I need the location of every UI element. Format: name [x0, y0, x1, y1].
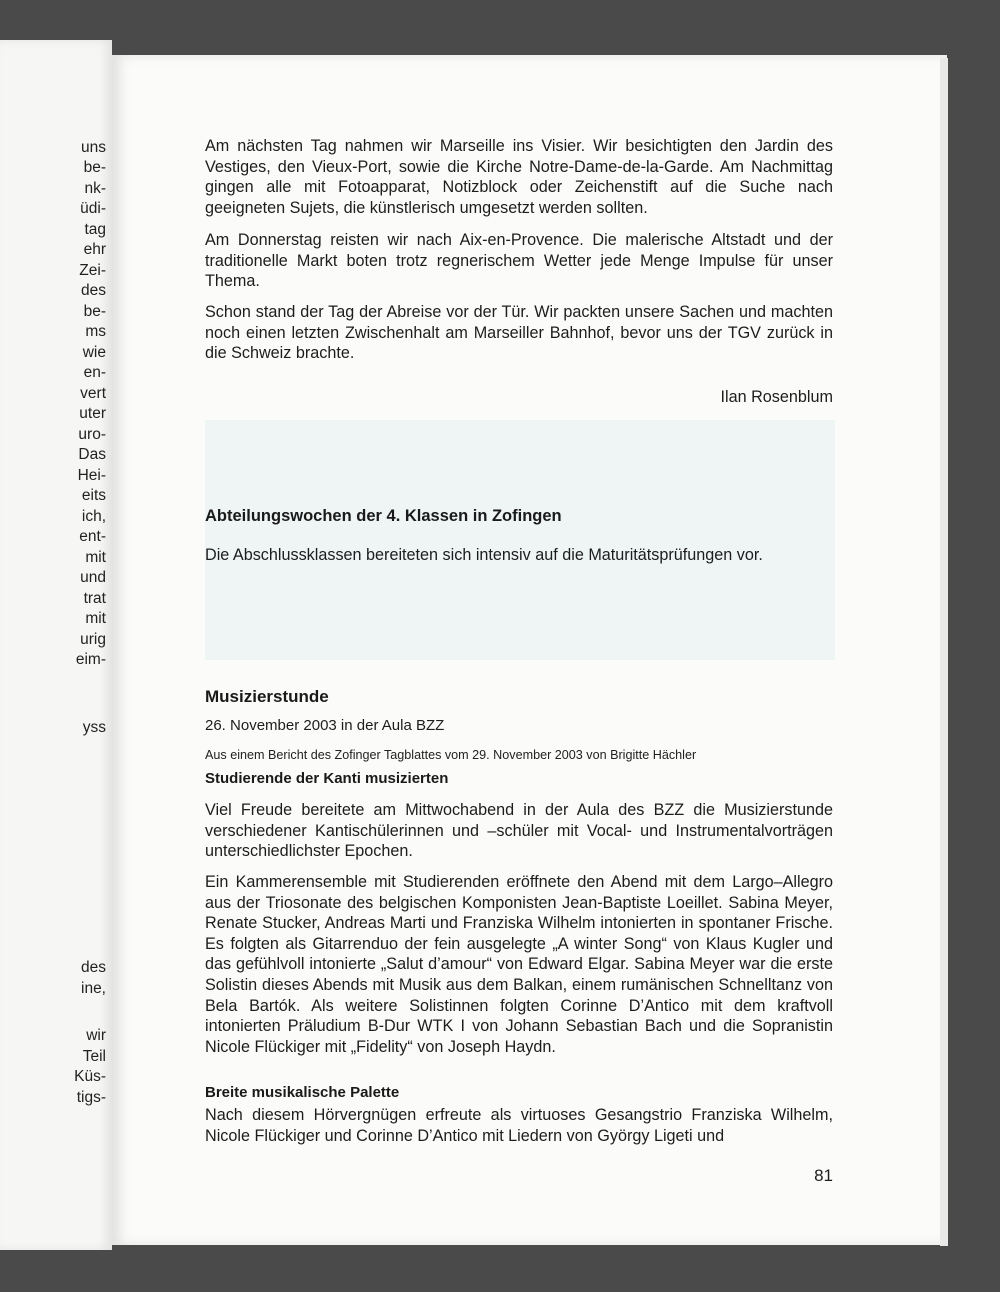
page-edge: [940, 58, 948, 1246]
left-fragment: mit: [85, 549, 106, 566]
paragraph-abreise: Schon stand der Tag der Abreise vor der Tür. Wir packten unsere Sachen und machten noch einen letzten Zwischenhalt am Marseiller Bahnhof, bevor uns der TGV zurück in die Schweiz brachte.: [205, 303, 833, 363]
left-fragment: wir: [86, 1027, 106, 1044]
section-heading-abteilungswochen: Abteilungswochen der 4. Klassen in Zofingen: [205, 507, 562, 525]
left-fragment: ms: [85, 323, 106, 340]
left-fragment: Hei-: [77, 467, 106, 484]
paragraph-kammerensemble: Ein Kammerensemble mit Studierenden eröffnete den Abend mit dem Largo–Allegro aus der Triosonate des belgischen Komponisten Jean-Baptiste Loeillet. Sabina Meyer, Renate Stucker, Andreas Marti und Franziska Wilhelm intonierten in spontaner Frische. Es folgten als Gitarrenduo der fein ausgelegte „A winter Song“ von Klaus Kugler und das gefühlvoll intonierte „Salut d’amour“ von Edward Elgar. Sabina Meyer war die erste Solistin dieses Abends mit Musik aus dem Balkan, einem rumänischen Schnelltanz von Bela Bartók. Als weitere Solistinnen folgten Corinne D’Antico mit dem kraftvoll intonierten Präludium B-Dur WTK I von Johann Sebastian Bach und die Sopranistin Nicole Flückiger mit „Fidelity“ von Joseph Haydn.: [205, 873, 833, 1056]
left-fragment: tag: [84, 221, 106, 238]
paragraph-gesangstrio: Nach diesem Hörvergnügen erfreute als virtuoses Gesangstrio Franziska Wilhelm, Nicole Flückiger und Corinne D’Antico mit Liedern von György Ligeti und: [205, 1106, 833, 1145]
paragraph-musizierstunde-intro: Viel Freude bereitete am Mittwochabend in der Aula des BZZ die Musizierstunde verschiedener Kantischülerinnen und –schüler mit Vocal- und Instrumentalvorträgen unterschiedlichster Epochen.: [205, 801, 833, 861]
left-fragment: vert: [80, 385, 106, 402]
left-fragment: üdi-: [80, 200, 106, 217]
left-fragment: yss: [82, 719, 106, 736]
left-fragment: uns: [81, 139, 106, 156]
left-fragment: mit: [85, 610, 106, 627]
left-fragment: ent-: [79, 528, 106, 545]
left-fragment: ich,: [81, 508, 106, 525]
left-fragment: tigs-: [76, 1089, 106, 1106]
left-fragment: ehr: [83, 241, 106, 258]
left-fragment: Das: [78, 446, 106, 463]
left-fragment: urig: [80, 631, 106, 648]
subheading-studierende: Studierende der Kanti musizierten: [205, 770, 449, 787]
left-fragment: be-: [83, 303, 106, 320]
left-page: [0, 40, 112, 1250]
page-number: 81: [814, 1166, 833, 1185]
left-fragment: wie: [82, 344, 106, 361]
paragraph-abschlussklassen: Die Abschlussklassen bereiteten sich intensiv auf die Maturitätsprüfungen vor.: [205, 546, 763, 564]
left-fragment: ine,: [81, 980, 106, 997]
left-fragment: eits: [81, 487, 106, 504]
subheading-palette: Breite musikalische Palette: [205, 1084, 400, 1101]
paragraph-aix: Am Donnerstag reisten wir nach Aix-en-Provence. Die malerische Altstadt und der traditionelle Markt boten trotz regnerischem Wetter jede Menge Impulse für unser Thema.: [205, 231, 833, 291]
source-line: Aus einem Bericht des Zofinger Tagblattes vom 29. November 2003 von Brigitte Hächler: [205, 748, 697, 762]
left-fragment: Zei-: [79, 262, 106, 279]
left-fragment: Teil: [82, 1048, 106, 1065]
left-fragment: uter: [79, 405, 106, 422]
left-fragment: nk-: [84, 180, 106, 197]
left-fragment: Küs-: [74, 1068, 106, 1085]
left-fragment: des: [81, 282, 106, 299]
section-heading-musizierstunde: Musizierstunde: [205, 687, 329, 706]
left-fragment: eim-: [75, 651, 106, 668]
show-through-tint: [205, 420, 835, 660]
left-fragment: und: [80, 569, 106, 586]
left-fragment: trat: [83, 590, 106, 607]
author-signature: Ilan Rosenblum: [720, 388, 833, 406]
paragraph-marseille: Am nächsten Tag nahmen wir Marseille ins Visier. Wir besichtigten den Jardin des Vestiges, den Vieux-Port, sowie die Kirche Notre-Dame-de-la-Garde. Am Nachmittag gingen alle mit Fotoapparat, Notizblock oder Zeichenstift auf die Suche nach geeigneten Sujets, die künstlerisch umgesetzt werden sollten.: [205, 137, 833, 217]
left-fragment: uro-: [78, 426, 106, 443]
left-fragment: des: [81, 959, 106, 976]
left-fragment: be-: [83, 159, 106, 176]
left-fragment: en-: [83, 364, 106, 381]
event-date-line: 26. November 2003 in der Aula BZZ: [205, 717, 445, 734]
